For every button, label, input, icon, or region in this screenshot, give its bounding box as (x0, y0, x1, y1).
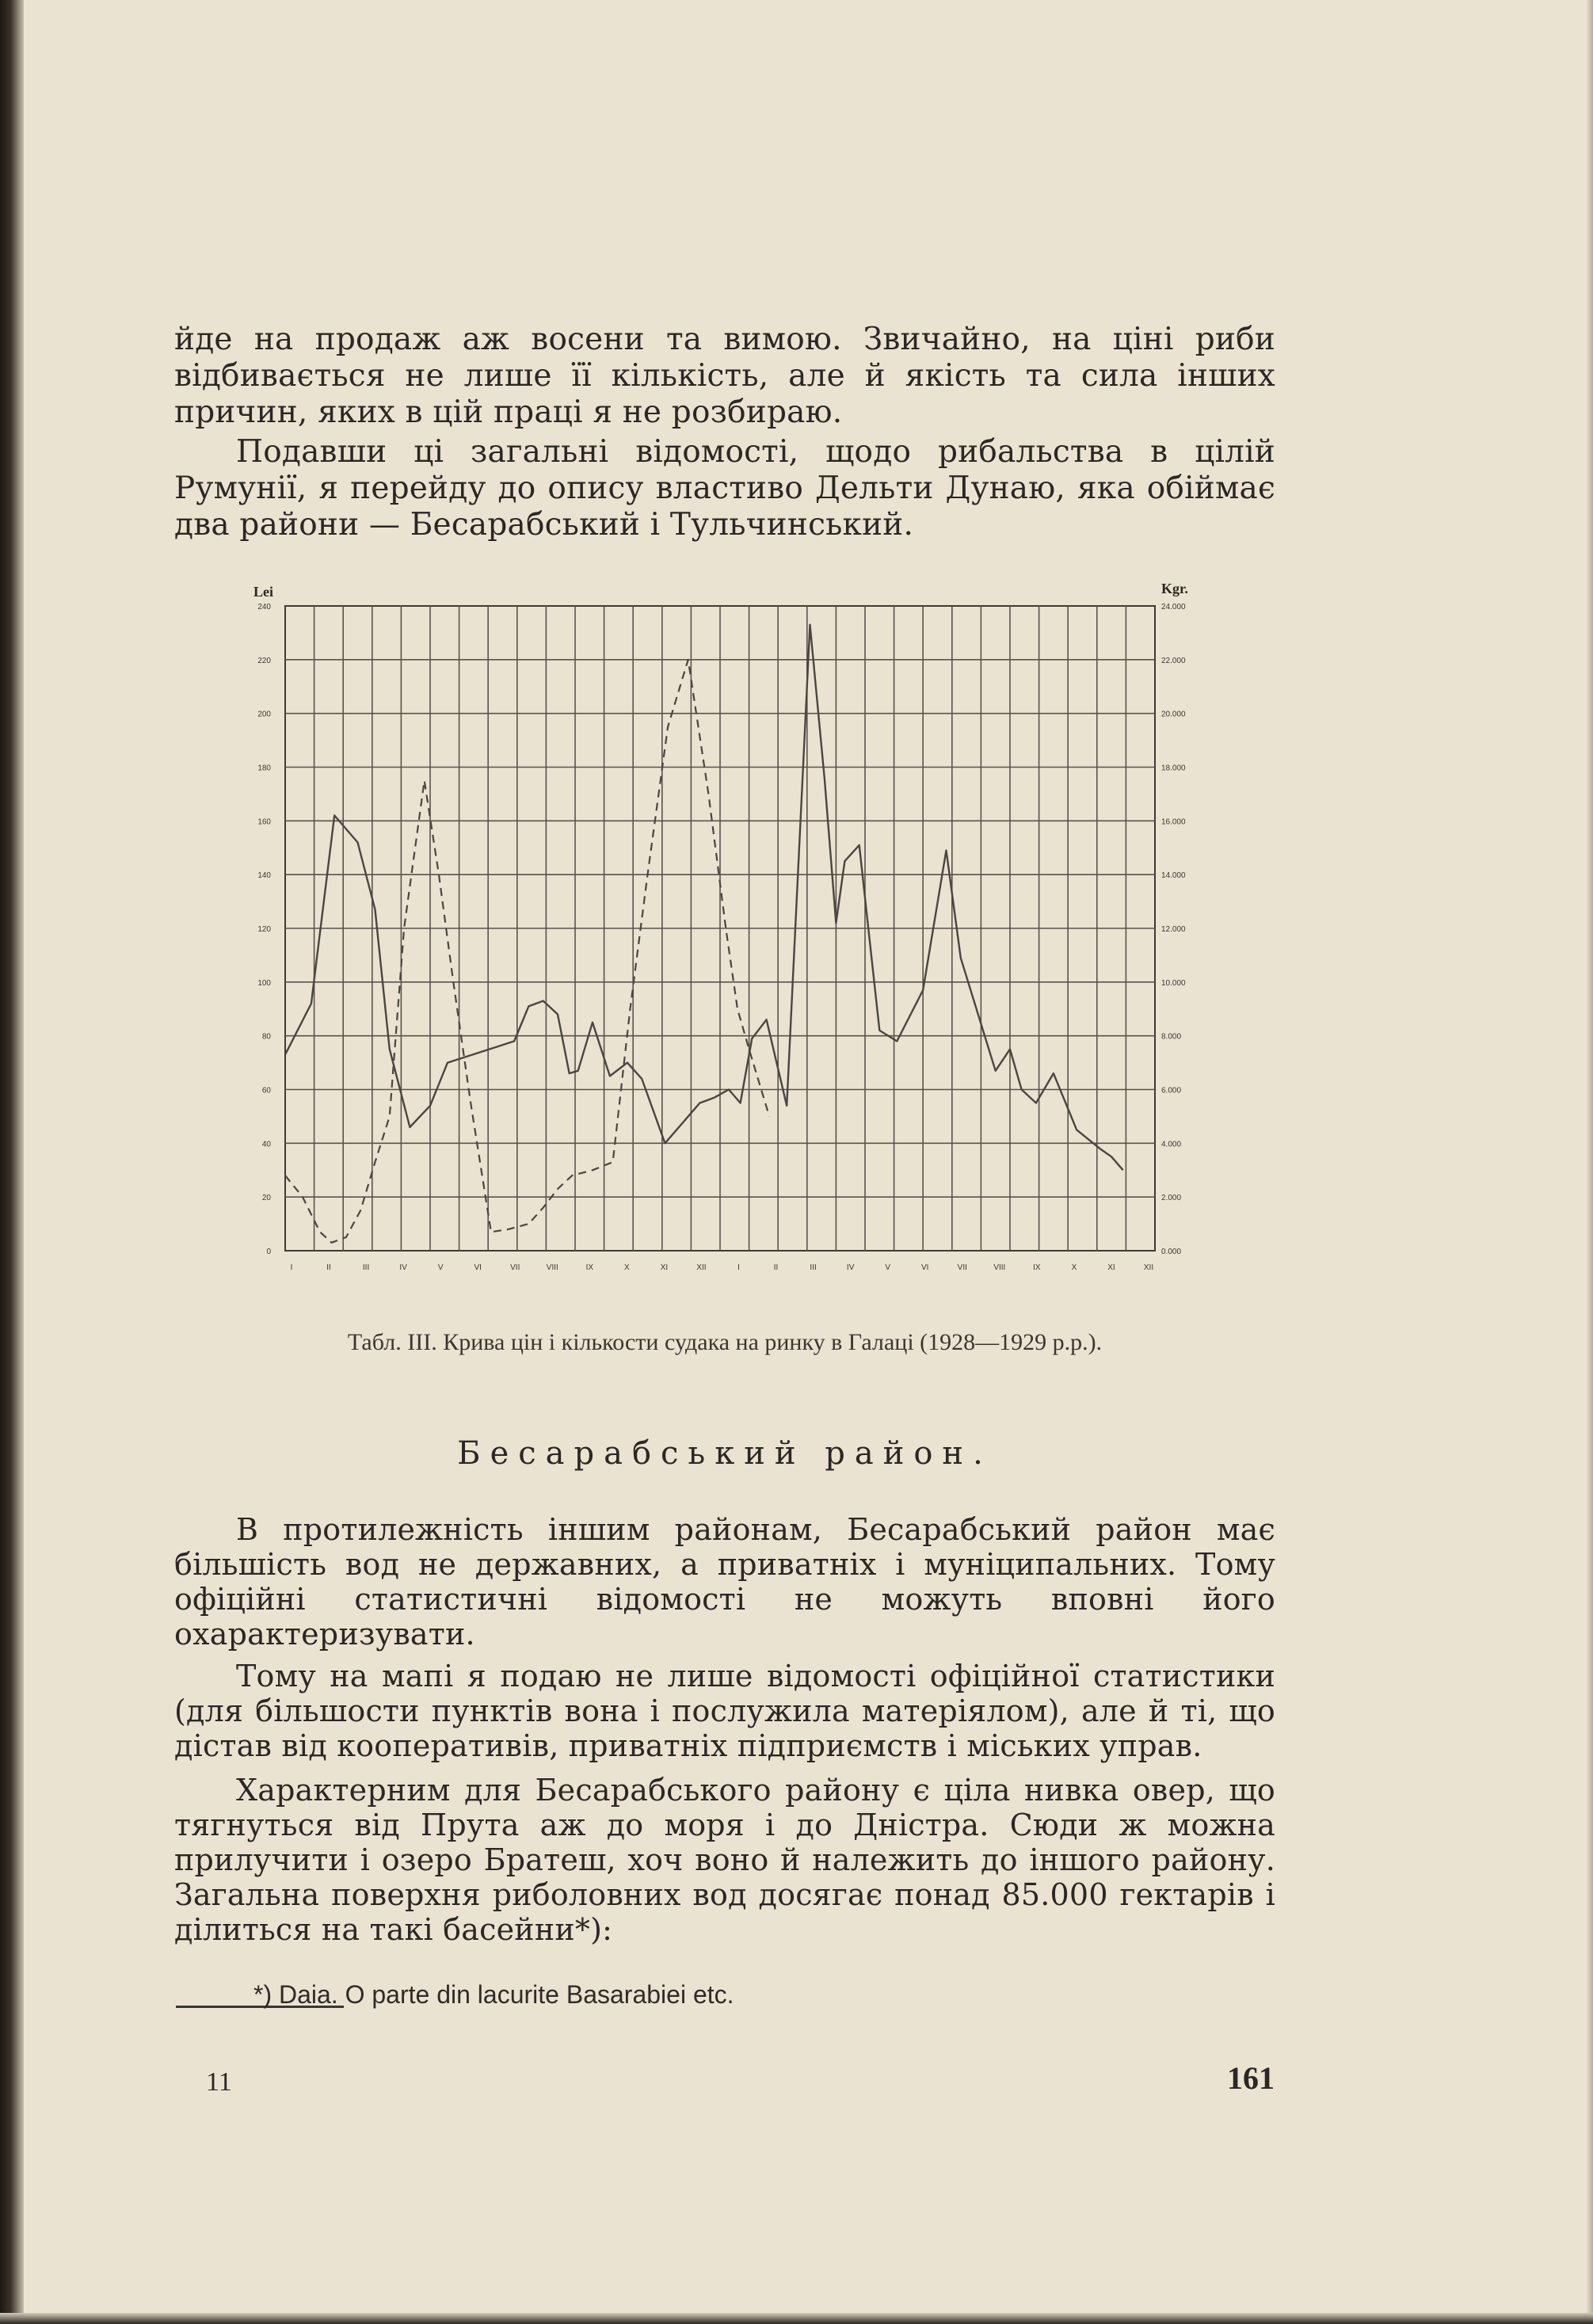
x-tick-label: VI (921, 1263, 929, 1272)
x-tick-label: II (326, 1263, 331, 1272)
left-tick-label: 0 (266, 1248, 271, 1256)
footnote: *) Daia. O parte din lacurite Basarabiei etc. (253, 1980, 734, 2009)
book-binding-edge (0, 0, 24, 2324)
x-tick-label: IV (846, 1263, 855, 1272)
right-tick-label: 20.000 (1161, 710, 1186, 719)
signature-mark: 11 (206, 2067, 232, 2097)
figure-caption: Табл. III. Крива цін і кількости судака на ринку в Галаці (1928—1929 р.р.). (347, 1329, 1103, 1355)
x-tick-label: VII (510, 1263, 520, 1272)
left-tick-label: 240 (257, 603, 271, 611)
paragraph-4: Тому на мапі я подаю не лише відомості офіційної статистики (для більшости пунктів вона і послужила матеріялом), але й ті, що дістав від кооперативів, приватніх підприємств і міських управ. (174, 1659, 1275, 1763)
x-axis-ticks (291, 1263, 1154, 1272)
right-tick-label: 24.000 (1161, 603, 1186, 611)
paragraph-5: Характерним для Бесарабського району є ціла нивка овер, що тягнуться від Прута аж до моря і до Дністра. Сюди ж можна прилучити і озеро Братеш, хоч воно й належить до іншого району. Загальна поверхня риболовних вод досягає понад 85.000 гектарів і ділиться на такі басейни*): (174, 1773, 1275, 1947)
left-tick-label: 120 (257, 925, 271, 934)
x-tick-label: XI (660, 1263, 669, 1272)
paragraph-2: Подавши ці загальні відомості, щодо рибальства в цілій Румунії, я перейду до опису властиво Дельти Дунаю, яка обіймає два райони — Бесарабський і Тульчинський. (174, 434, 1275, 543)
x-tick-label: X (624, 1263, 630, 1272)
price-quantity-chart (238, 574, 1228, 1283)
right-tick-label: 12.000 (1161, 925, 1186, 934)
left-axis-unit: Lei (253, 584, 273, 600)
x-tick-label: I (737, 1263, 740, 1272)
x-tick-label: V (885, 1263, 891, 1272)
x-tick-label: III (362, 1263, 370, 1272)
section-heading: Бесарабський район. (457, 1435, 993, 1472)
left-tick-label: 80 (261, 1032, 271, 1042)
left-tick-label: 60 (261, 1086, 271, 1095)
right-axis-unit: Kgr. (1161, 581, 1188, 596)
paragraph-1: йде на продаж аж восени та вимою. Звичайно, на ціні риби відбивається не лише її кількість, але й якість та сила інших причин, яких в цій праці я не розбираю. (174, 322, 1275, 430)
right-tick-label: 4.000 (1161, 1140, 1182, 1149)
x-tick-label: IV (399, 1263, 407, 1272)
x-tick-label: III (810, 1263, 817, 1272)
right-tick-label: 16.000 (1161, 817, 1186, 827)
x-tick-label: VIII (546, 1263, 558, 1272)
x-tick-label: VIII (993, 1263, 1006, 1272)
left-tick-label: 40 (261, 1140, 271, 1149)
right-tick-label: 18.000 (1161, 764, 1186, 773)
left-tick-label: 180 (257, 764, 271, 773)
x-tick-label: II (773, 1263, 779, 1272)
x-tick-label: IX (1033, 1263, 1041, 1272)
x-tick-label: X (1071, 1263, 1077, 1272)
right-tick-label: 22.000 (1161, 656, 1186, 665)
right-tick-label: 6.000 (1161, 1086, 1182, 1095)
left-tick-label: 200 (257, 710, 271, 719)
x-tick-label: IX (585, 1263, 594, 1272)
left-tick-label: 20 (261, 1194, 271, 1203)
left-tick-label: 140 (257, 871, 271, 881)
left-tick-label: 220 (257, 656, 271, 665)
right-tick-label: 2.000 (1161, 1194, 1182, 1203)
right-tick-label: 0.000 (1161, 1248, 1182, 1256)
x-tick-label: VII (957, 1263, 967, 1272)
right-tick-label: 10.000 (1161, 978, 1186, 988)
page-right-edge (1587, 0, 1593, 2324)
x-tick-label: I (290, 1263, 293, 1272)
x-tick-label: XII (1143, 1263, 1154, 1272)
page-number: 161 (1227, 2060, 1275, 2096)
right-axis-ticks (1161, 603, 1186, 1256)
quantity-series-line (285, 660, 769, 1243)
chart-series (285, 625, 1123, 1243)
right-tick-label: 8.000 (1161, 1032, 1182, 1042)
left-axis-ticks (257, 603, 271, 1256)
x-tick-label: XII (696, 1263, 707, 1272)
left-tick-label: 100 (257, 978, 271, 988)
right-tick-label: 14.000 (1161, 871, 1186, 881)
x-tick-label: V (437, 1263, 444, 1272)
chart-grid (285, 606, 1155, 1251)
page-bottom-edge (0, 2313, 1593, 2324)
x-tick-label: VI (474, 1263, 482, 1272)
left-tick-label: 160 (257, 817, 271, 827)
x-tick-label: XI (1107, 1263, 1115, 1272)
price-series-line (285, 625, 1123, 1171)
paragraph-3: В протилежність іншим районам, Бесарабський район має більшість вод не державних, а приватніх і муніципальних. Тому офіційні статистичні відомості не можуть вповні його охарактеризувати. (174, 1512, 1275, 1652)
